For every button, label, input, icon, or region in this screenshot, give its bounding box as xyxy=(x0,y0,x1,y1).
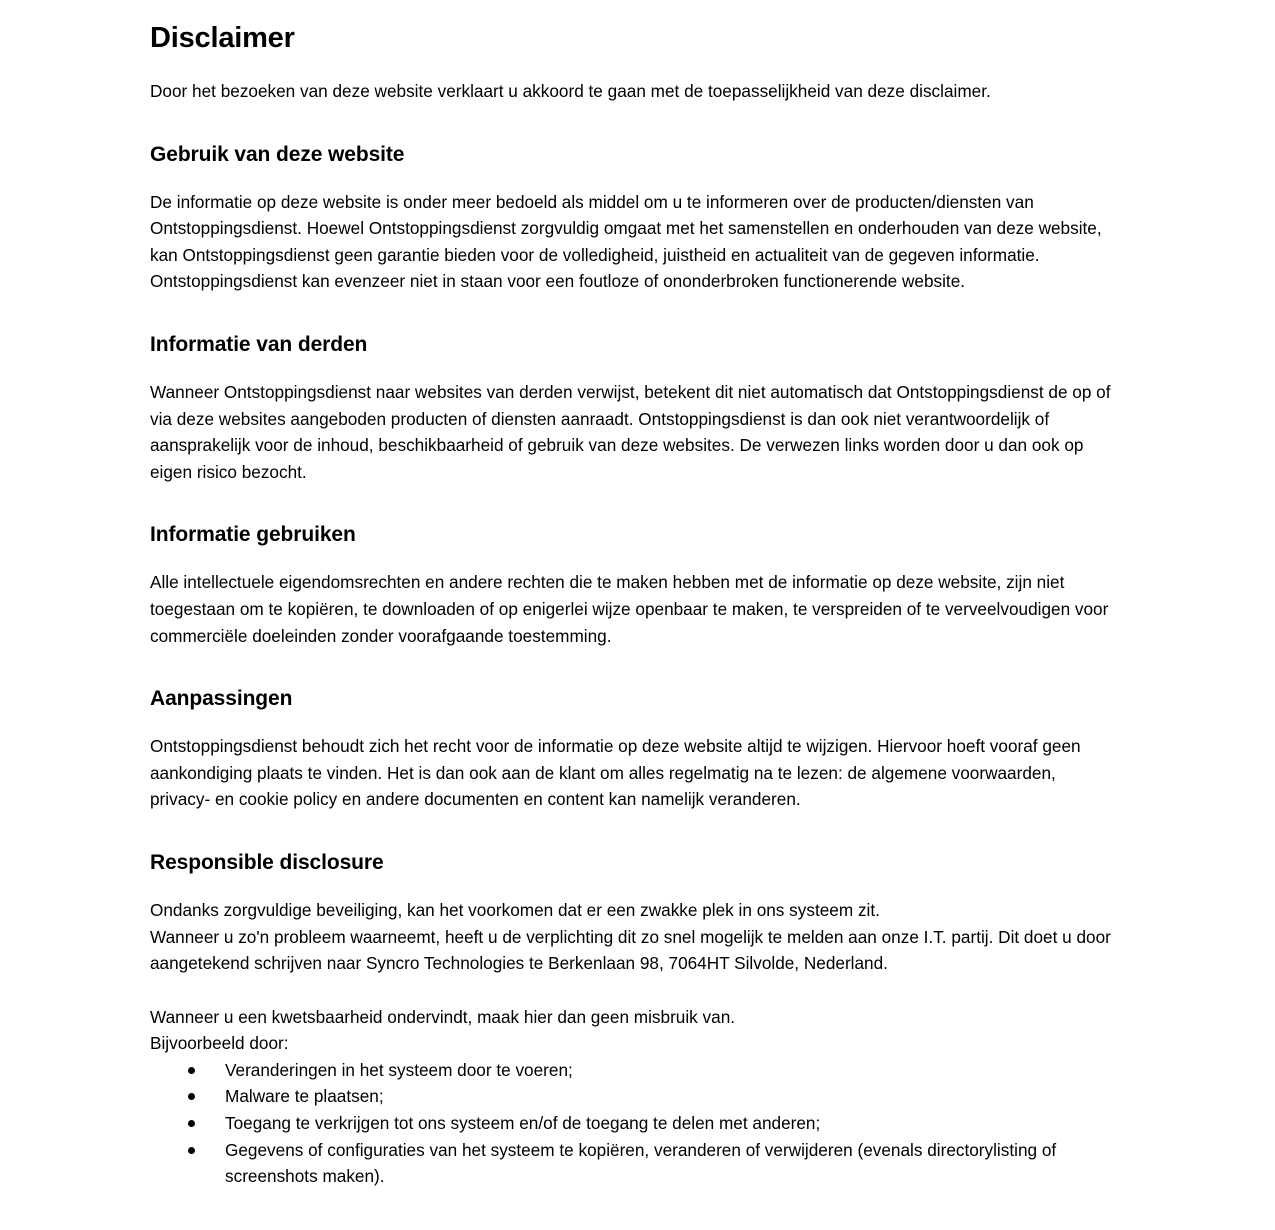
bullet-icon xyxy=(188,1067,195,1074)
list-item xyxy=(150,1057,1117,1084)
section-heading-responsible-disclosure: Responsible disclosure xyxy=(150,850,384,874)
section-heading-gebruik-van-deze-website: Gebruik van deze website xyxy=(150,142,405,166)
section-heading-informatie-gebruiken: Informatie gebruiken xyxy=(150,523,356,547)
spacer xyxy=(150,649,1117,685)
spacer xyxy=(150,813,1117,849)
page-title: Disclaimer xyxy=(150,22,295,54)
list-item-label: Toegang te verkrijgen tot ons systeem en/of de toegang te delen met anderen; xyxy=(225,1113,821,1134)
bullet-icon xyxy=(188,1120,195,1127)
section-paragraph-gebruik-van-deze-website: De informatie op deze website is onder meer bedoeld als middel om u te informeren over de producten/diensten van Ontstoppingsdienst. Hoewel Ontstoppingsdienst zorgvuldig omgaat met het samenstellen en onderhouden van deze website, kan Ontstoppingsdienst geen garantie bieden voor de volledigheid, juistheid en actualiteit van de gegeven informatie. Ontstoppingsdienst kan evenzeer niet in staan voor een foutloze of ononderbroken functionerende website. xyxy=(150,191,1102,292)
section-paragraph-aanpassingen: Ontstoppingsdienst behoudt zich het recht voor de informatie op deze website altijd te wijzigen. Hiervoor hoeft vooraf geen aankondiging plaats te vinden. Het is dan ook aan de klant om alles regelmatig na te lezen: de algemene voorwaarden, privacy- en cookie policy en andere documenten en content kan namelijk veranderen. xyxy=(150,736,1081,810)
section-heading-informatie-van-derden: Informatie van derden xyxy=(150,332,368,356)
list-item xyxy=(150,1137,1117,1190)
list-item-label: Veranderingen in het systeem door te voeren; xyxy=(225,1059,573,1080)
section-paragraph-informatie-van-derden: Wanneer Ontstoppingsdienst naar websites van derden verwijst, betekent dit niet automatisch dat Ontstoppingsdienst de op of via deze websites aangeboden producten of diensten aanraadt. Ontstoppingsdienst is dan ook niet verantwoordelijk of aansprakelijk voor de inhoud, beschikbaarheid of gebruik van deze websites. De verwezen links worden door u dan ook op eigen risico bezocht. xyxy=(150,381,1111,482)
list-item xyxy=(150,1110,1117,1137)
spacer xyxy=(150,977,1117,1004)
vulnerability-notice-line-1: Wanneer u een kwetsbaarheid ondervindt, maak hier dan geen misbruik van. xyxy=(150,1006,736,1027)
responsible-disclosure-line-1: Ondanks zorgvuldige beveiliging, kan het voorkomen dat er een zwakke plek in ons systeem zit. xyxy=(150,899,880,920)
bullet-icon xyxy=(188,1147,195,1154)
spacer xyxy=(150,295,1117,331)
list-item-label: Gegevens of configuraties van het systeem te kopiëren, veranderen of verwijderen (evenals directorylisting of screenshots maken). xyxy=(225,1139,1057,1187)
spacer xyxy=(150,105,1117,141)
list-item xyxy=(150,1083,1117,1110)
section-paragraph-informatie-gebruiken: Alle intellectuele eigendomsrechten en andere rechten die te maken hebben met de informatie op deze website, zijn niet toegestaan om te kopiëren, te downloaden of op enigerlei wijze openbaar te maken, te verspreiden of te verveelvoudigen voor commerciële doeleinden zonder voorafgaande toestemming. xyxy=(150,572,1109,646)
responsible-disclosure-line-2: Wanneer u zo'n probleem waarneemt, heeft u de verplichting dit zo snel mogelijk te melden aan onze I.T. partij. Dit doet u door aangetekend schrijven naar Syncro Technologies te Berkenlaan 98, 7064HT Silvolde, Nederland. xyxy=(150,926,1111,974)
bullet-icon xyxy=(188,1093,195,1100)
list-item-label: Malware te plaatsen; xyxy=(225,1086,384,1107)
section-heading-aanpassingen: Aanpassingen xyxy=(150,687,293,711)
prohibited-actions-list xyxy=(150,1057,1117,1190)
intro-paragraph: Door het bezoeken van deze website verklaart u akkoord te gaan met de toepasselijkheid van deze disclaimer. xyxy=(150,81,991,101)
vulnerability-notice-line-2: Bijvoorbeeld door: xyxy=(150,1033,289,1054)
spacer xyxy=(150,485,1117,521)
